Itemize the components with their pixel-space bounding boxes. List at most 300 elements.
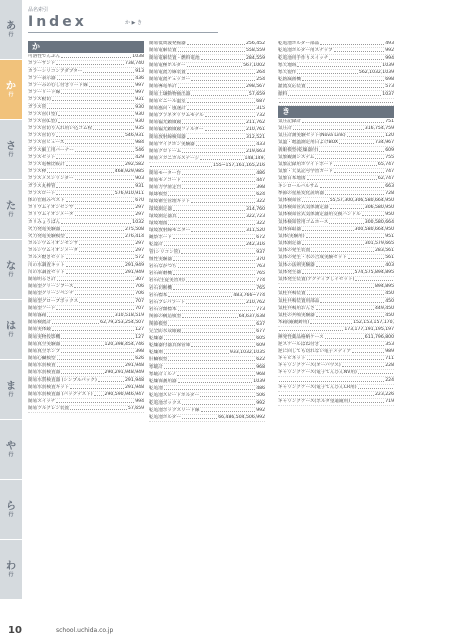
entry-label: 簡易霧箱 — [28, 312, 47, 318]
entry-page[interactable]: 306,580,950 — [364, 205, 394, 211]
entry-page[interactable]: 403 — [385, 262, 394, 268]
entry-page[interactable]: 774 — [256, 278, 265, 284]
entry-page[interactable]: 687 — [256, 98, 265, 104]
entry-page[interactable]: 931 — [135, 183, 144, 189]
index-entry — [278, 155, 394, 162]
entry-page[interactable]: 127 — [135, 327, 144, 333]
entry-page[interactable]: 677 — [256, 328, 265, 334]
entry-page[interactable]: 968 — [256, 364, 265, 370]
entry-page[interactable]: 903 — [135, 176, 144, 182]
index-entry — [278, 147, 394, 154]
leader-dots — [293, 129, 364, 130]
entry-page[interactable]: 574,575,894,895 — [354, 269, 394, 275]
leader-dots — [307, 179, 377, 180]
entry-page[interactable]: 433 — [256, 141, 265, 147]
index-entry — [278, 133, 394, 140]
entry-label: 乾燥器 — [149, 335, 163, 341]
entry-page[interactable]: 66,486,504,506,992 — [218, 414, 265, 420]
entry-page[interactable]: 64,637,638 — [238, 314, 265, 320]
tab-2[interactable] — [0, 120, 22, 180]
index-entry — [28, 377, 144, 384]
entry-page[interactable]: 994 — [385, 55, 394, 61]
entry-page[interactable]: 62,747 — [377, 176, 394, 182]
entry-page[interactable]: 155~157,161,165,216 — [212, 163, 265, 169]
leader-dots — [297, 66, 381, 67]
entry-page[interactable]: 486 — [256, 386, 265, 392]
entry-label: 気体検知管用ゴムホース — [278, 219, 329, 225]
leader-dots — [187, 44, 245, 45]
entry-page[interactable]: 314,760 — [246, 206, 265, 212]
entry-label: 簡易水質検査 — [28, 363, 56, 369]
entry-label: 気圧計測実験セット(Nova Link) — [278, 133, 346, 139]
index-entry — [28, 248, 144, 255]
entry-page[interactable]: 930 — [135, 104, 144, 110]
entry-page[interactable]: 624 — [256, 192, 265, 198]
leader-dots — [57, 79, 135, 80]
entry-page[interactable]: 310,518,519 — [114, 312, 144, 318]
entry-page[interactable]: 930 — [135, 118, 144, 124]
entry-page[interactable]: 576,910,911 — [114, 190, 144, 196]
tab-sub: 行 — [8, 212, 14, 218]
leader-dots — [302, 122, 384, 123]
entry-page[interactable]: 120 — [385, 133, 394, 139]
leader-dots — [355, 280, 393, 281]
entry-page[interactable]: 1038 — [132, 54, 144, 60]
index-entry — [28, 327, 144, 334]
entry-page[interactable]: 719 — [385, 399, 394, 405]
entry-page[interactable]: 763 — [256, 264, 265, 269]
header-subtitle: 品名索引 — [28, 7, 49, 13]
tab-7[interactable] — [0, 420, 22, 480]
entry-page[interactable]: 605 — [256, 335, 265, 341]
index-entry — [28, 270, 144, 277]
leader-dots — [61, 223, 131, 224]
entry-page[interactable]: 913 — [135, 68, 144, 74]
entry-page[interactable]: 706 — [135, 291, 144, 297]
entry-page[interactable]: 711 — [385, 356, 394, 362]
entry-page[interactable]: 57,659 — [248, 91, 265, 97]
entry-page[interactable]: 670 — [135, 197, 144, 203]
leader-dots — [279, 381, 384, 382]
entry-page[interactable]: 256,452 — [246, 41, 265, 47]
leader-dots — [178, 382, 253, 383]
entry-page[interactable]: 706 — [135, 284, 144, 290]
entry-page[interactable]: 219,663 — [246, 149, 265, 154]
entry-label: 環境衛生管理キット — [149, 199, 191, 205]
index-entry — [278, 234, 394, 241]
index-entry — [28, 162, 144, 169]
entry-page[interactable]: 224 — [385, 377, 394, 383]
entry-label: カラーリード線 — [28, 90, 61, 96]
entry-label: 簡易クロトーム — [149, 149, 182, 154]
entry-label: ガラス管(L型) — [28, 118, 57, 124]
entry-page[interactable]: 935 — [135, 126, 144, 132]
index-entry — [149, 364, 265, 371]
entry-label: 気柱共鳴用おんさ — [278, 305, 315, 311]
entry-page[interactable]: 698 — [385, 77, 394, 83]
entry-page[interactable]: 62,79,253,254,507 — [100, 320, 144, 326]
entry-page[interactable]: 609 — [385, 147, 394, 153]
entry-page[interactable]: 562,1032,1039 — [358, 69, 394, 75]
entry-page[interactable]: 301,579,665 — [364, 241, 394, 247]
leader-dots — [186, 303, 245, 304]
leader-dots — [177, 375, 255, 376]
entry-label: キャリングケース(電子てんびんCR用) — [278, 384, 357, 390]
entry-page[interactable]: 291,948 — [125, 384, 144, 390]
entry-page[interactable]: 567,1002 — [243, 62, 265, 68]
entry-page[interactable]: 290,291,948,949 — [104, 370, 144, 376]
entry-label: ガラス電極比較計 — [28, 162, 65, 167]
index-entry — [28, 306, 144, 313]
entry-page[interactable]: 546,931 — [125, 133, 144, 139]
entry-page[interactable]: 626 — [135, 356, 144, 362]
index-entry — [278, 183, 394, 190]
entry-page[interactable]: 312,521 — [246, 134, 265, 140]
entry-page[interactable]: 997 — [135, 90, 144, 96]
entry-page[interactable]: 992 — [385, 48, 394, 54]
entry-label: 寒暖計ミルノ — [149, 371, 177, 377]
tab-0[interactable] — [0, 0, 22, 60]
entry-page[interactable]: 506 — [256, 393, 265, 399]
leader-dots — [279, 330, 343, 331]
leader-dots — [66, 165, 124, 166]
leader-dots — [181, 253, 255, 254]
entry-label: ガラス管 — [28, 104, 47, 110]
index-entry — [149, 163, 265, 170]
entry-label: 岩石分類標本 — [149, 307, 177, 313]
entry-page[interactable]: 707 — [135, 298, 144, 304]
entry-page[interactable]: 322 — [256, 220, 265, 226]
index-entry — [149, 393, 265, 400]
entry-page[interactable]: 290,590,946,947 — [104, 392, 144, 397]
tab-sub: 行 — [8, 572, 14, 578]
entry-page[interactable]: 997 — [135, 82, 144, 88]
leader-dots — [182, 174, 255, 175]
index-entry — [28, 385, 144, 392]
leader-dots — [168, 296, 232, 297]
leader-dots — [201, 59, 245, 60]
entry-label: 体の仕組みベスト — [28, 197, 65, 203]
leader-dots — [75, 151, 134, 152]
entry-page[interactable]: 55,57,300,306,580,664,950 — [329, 197, 394, 203]
entry-page[interactable]: 291,949 — [125, 262, 144, 268]
index-entry — [149, 228, 265, 235]
entry-list-3 — [278, 41, 394, 106]
entry-page[interactable]: 210,762 — [246, 299, 265, 305]
entry-page[interactable]: 765 — [256, 271, 265, 277]
leader-dots — [75, 179, 135, 180]
entry-label: 岩石プレパラート — [149, 299, 186, 305]
leader-dots — [83, 72, 134, 73]
index-entry — [149, 285, 265, 292]
entry-page[interactable]: 707 — [135, 305, 144, 311]
entry-label: 簡易明るさ計 — [28, 277, 56, 282]
entry-label: 簡易型クリーンブース — [28, 284, 74, 290]
entry-page[interactable]: 728 — [385, 190, 394, 196]
tab-3[interactable] — [0, 180, 22, 240]
entry-label: ガラス板切 — [28, 97, 51, 103]
entry-page[interactable]: 291,948 — [125, 363, 144, 369]
entry-page[interactable]: 751 — [385, 118, 394, 124]
entry-page[interactable]: 747 — [385, 169, 394, 175]
index-entry — [149, 142, 265, 149]
index-entry — [149, 300, 265, 307]
entry-page[interactable]: 283,561 — [375, 248, 394, 254]
index-entry — [149, 70, 265, 77]
entry-page[interactable]: 951 — [385, 233, 394, 239]
entry-page[interactable]: 483,766~774 — [233, 292, 265, 298]
entry-page[interactable]: 968 — [256, 371, 265, 377]
entry-label: 気象記録用ホワイトボード — [278, 162, 333, 167]
entry-label: 簡易型フード — [28, 305, 56, 311]
header-rule — [28, 32, 218, 33]
entry-label: 可溶性でんぷん — [28, 54, 61, 60]
entry-page[interactable]: 242,316 — [246, 242, 265, 248]
entry-page[interactable]: 300,580,664,950 — [354, 226, 394, 232]
entry-label: 乾電池スピードホルダー — [149, 393, 200, 399]
entry-page[interactable]: 732 — [256, 113, 265, 119]
index-entry — [28, 54, 144, 61]
tab-8[interactable] — [0, 480, 22, 540]
index-entry — [278, 241, 394, 248]
leader-dots — [168, 325, 255, 326]
index-entry — [28, 112, 144, 119]
entry-label: 簡易心臓模型 — [28, 356, 56, 362]
entry-page[interactable]: 254 — [256, 77, 265, 83]
entry-page[interactable]: 672 — [256, 235, 265, 241]
entry-page[interactable]: 561 — [385, 255, 394, 261]
entry-page[interactable]: 765 — [256, 285, 265, 291]
leader-dots — [205, 130, 245, 131]
entry-page[interactable]: 322 — [256, 199, 265, 205]
entry-label: 簡易偏光顕微鏡フィルター — [149, 127, 204, 133]
entry-page[interactable]: 436 — [135, 75, 144, 81]
index-entry — [149, 120, 265, 127]
entry-page[interactable]: 353 — [385, 341, 394, 347]
tab-1[interactable] — [0, 60, 22, 120]
entry-label: 気体検知管式気体測定器用交換ハンドル — [278, 212, 361, 218]
index-entry — [278, 270, 394, 277]
entry-page[interactable]: 572 — [135, 255, 144, 261]
index-entry — [149, 314, 265, 321]
entry-page[interactable]: 127 — [135, 334, 144, 340]
entry-page[interactable]: 558,559 — [246, 48, 265, 54]
entry-page[interactable]: 57,659 — [127, 406, 144, 412]
entry-page[interactable]: 297 — [135, 241, 144, 247]
entry-page[interactable]: 316,754,759 — [364, 126, 394, 132]
entry-page[interactable]: 447 — [256, 177, 265, 183]
leader-dots — [191, 346, 255, 347]
entry-page[interactable]: 950 — [385, 212, 394, 218]
entry-label: 関節の構造模型 — [149, 314, 182, 320]
index-entry — [28, 90, 144, 97]
leader-dots — [75, 215, 135, 216]
entry-page[interactable]: 297 — [135, 205, 144, 211]
entry-label: 眼球模型 — [149, 192, 168, 198]
entry-label: 簡易型グローブボックス — [28, 298, 79, 304]
entry-page[interactable]: 311,520 — [246, 228, 265, 234]
entry-page[interactable]: 937 — [256, 249, 265, 255]
entry-label: キャリングケース(電子てんびんNV用) — [278, 370, 357, 376]
entry-page[interactable]: 449,450 — [375, 305, 394, 311]
leader-dots — [66, 201, 135, 202]
entry-page[interactable]: 609 — [256, 343, 265, 349]
entry-page[interactable]: 210,761 — [246, 127, 265, 133]
entry-page[interactable]: 450 — [385, 298, 394, 304]
entry-page[interactable]: 398 — [256, 184, 265, 190]
entry-page[interactable]: 738,740 — [125, 61, 144, 67]
entry-label: ガラス細工用バーナー — [28, 147, 74, 153]
entry-label: 簡易モーター台 — [149, 170, 181, 176]
entry-list-1 — [28, 54, 144, 413]
index-entry — [278, 70, 394, 77]
entry-page[interactable]: 486 — [256, 170, 265, 176]
entry-label: 観察ボード — [149, 235, 172, 241]
entry-label: 乾電池ホルダー — [149, 414, 181, 420]
index-entry — [278, 77, 394, 84]
entry-page[interactable]: 275,508 — [125, 226, 144, 232]
leader-dots — [182, 152, 245, 153]
leader-dots — [168, 224, 255, 225]
tab-4[interactable] — [0, 240, 22, 300]
entry-page[interactable]: 931 — [135, 97, 144, 103]
entry-page[interactable]: 284,559 — [246, 55, 265, 61]
entry-page[interactable]: 734,967 — [375, 140, 394, 146]
entry-page[interactable]: 450 — [385, 291, 394, 297]
leader-dots — [187, 138, 245, 139]
entry-page[interactable]: 1039 — [382, 62, 394, 68]
entry-page[interactable]: 398 — [135, 348, 144, 354]
entry-page[interactable]: 894,895 — [375, 284, 394, 290]
entry-page[interactable]: 992 — [256, 400, 265, 406]
entry-page[interactable]: 291,949 — [125, 269, 144, 275]
entry-label: ガラス管切り入れ用い込ゴム栓 — [28, 126, 93, 132]
entry-page[interactable]: 211,762 — [246, 120, 265, 126]
leader-dots — [279, 395, 374, 396]
entry-label: キシロールバルサム — [278, 183, 319, 189]
entry-page[interactable]: 228 — [385, 363, 394, 369]
entry-label: 川の水調査セット — [28, 269, 65, 275]
entry-page[interactable]: 120,398,454,746 — [104, 341, 144, 347]
index-entry — [28, 183, 144, 190]
entry-page[interactable]: 65,747 — [377, 162, 394, 167]
tab-label: さ — [6, 141, 16, 152]
entry-page[interactable]: 297 — [135, 248, 144, 254]
entry-page[interactable]: 276,414 — [125, 233, 144, 239]
index-entry — [149, 357, 265, 364]
entry-label: 簡易導電率計 — [149, 84, 177, 90]
leader-dots — [61, 352, 134, 353]
entry-page[interactable]: 307 — [135, 277, 144, 282]
index-column-2 — [149, 41, 265, 422]
leader-dots — [302, 201, 329, 202]
leader-dots — [52, 100, 134, 101]
index-entry — [28, 370, 144, 377]
leader-dots — [306, 237, 385, 238]
entry-label: 簡易実体鏡 — [28, 327, 51, 333]
entry-page[interactable]: 223,226 — [375, 392, 394, 397]
entry-page[interactable]: 994 — [135, 399, 144, 405]
entry-page[interactable]: 468,929,985 — [114, 169, 144, 175]
entry-page[interactable]: 370 — [256, 256, 265, 262]
entry-page[interactable]: 663 — [385, 183, 394, 189]
entry-page[interactable]: 984 — [135, 140, 144, 146]
entry-label: 気体測定器 — [278, 241, 301, 247]
entry-page[interactable]: 933,1032,1035 — [229, 350, 265, 356]
entry-label: 気象日本地図 — [278, 176, 306, 182]
leader-dots — [302, 230, 354, 231]
entry-page[interactable]: 292,582 — [125, 162, 144, 167]
leader-dots — [358, 373, 393, 374]
entry-page[interactable]: 773 — [256, 307, 265, 313]
entry-page[interactable]: 429 — [135, 154, 144, 160]
leader-dots — [57, 280, 135, 281]
index-entry — [149, 343, 265, 350]
site-url[interactable]: school.uchida.co.jp — [56, 627, 114, 634]
entry-page[interactable]: 322,723 — [246, 213, 265, 219]
entry-page[interactable]: 297 — [135, 212, 144, 218]
entry-page[interactable]: 315 — [256, 105, 265, 111]
entry-page[interactable]: 450 — [385, 312, 394, 318]
tab-9[interactable] — [0, 540, 22, 600]
entry-label: 簡易メカニカルステージ — [149, 156, 200, 162]
entry-page[interactable]: 152,153,157,170, — [353, 320, 394, 326]
entry-page[interactable]: 173,177,191,195,197 — [344, 327, 394, 333]
entry-page[interactable]: 546 — [135, 147, 144, 153]
entry-page[interactable]: 300,580,664 — [364, 219, 394, 225]
entry-page[interactable]: 298,567 — [246, 84, 265, 90]
tab-5[interactable] — [0, 300, 22, 360]
entry-page[interactable]: 989 — [385, 348, 394, 354]
tab-6[interactable] — [0, 360, 22, 420]
entry-page[interactable]: 992 — [256, 407, 265, 413]
index-entry — [149, 249, 265, 256]
entry-label: 簡易ビニール温室 — [149, 98, 186, 104]
tab-label: た — [6, 201, 16, 212]
leader-dots — [302, 80, 384, 81]
index-entry — [278, 91, 394, 98]
leader-dots — [307, 87, 385, 88]
entry-page[interactable]: 1037 — [382, 91, 394, 97]
entry-label: 気象・天気記号学習カード — [278, 169, 334, 175]
entry-page[interactable]: 264 — [256, 69, 265, 75]
leader-dots — [319, 151, 384, 152]
entry-page[interactable]: 148,149, — [244, 156, 265, 162]
entry-page[interactable]: 755 — [385, 154, 394, 160]
entry-label: 気体検知管 — [278, 197, 301, 203]
entry-page[interactable]: 291,948 — [125, 377, 144, 383]
entry-page[interactable]: 637 — [256, 321, 265, 327]
entry-label: 気体採取器 — [278, 226, 301, 232]
entry-page[interactable]: 622 — [256, 357, 265, 363]
entry-label: 簡易水質検査器 — [28, 370, 61, 376]
entry-page[interactable]: 611,796,800 — [364, 334, 394, 340]
index-entry — [149, 321, 265, 328]
entry-page[interactable]: 1039 — [253, 379, 265, 384]
entry-label: 灌流反応装置 — [278, 84, 306, 90]
leader-dots — [168, 360, 255, 361]
entry-page[interactable]: 930 — [135, 111, 144, 117]
index-entry — [149, 99, 265, 106]
entry-page[interactable]: 1032 — [132, 219, 144, 225]
entry-page[interactable]: 573 — [385, 84, 394, 90]
entry-page[interactable]: 493 — [385, 41, 394, 47]
entry-label: 環境測定器具 — [149, 213, 177, 219]
index-entry — [149, 278, 265, 285]
index-entry — [149, 242, 265, 249]
index-entry — [278, 212, 394, 219]
entry-label: 岩石研磨機 — [149, 271, 172, 277]
